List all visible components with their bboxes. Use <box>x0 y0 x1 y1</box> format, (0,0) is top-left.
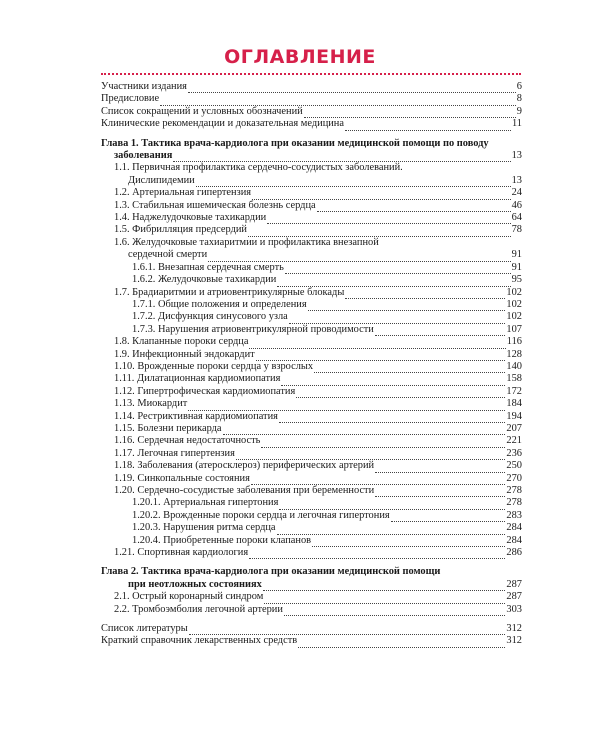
toc-entry-page: 278 <box>506 485 522 496</box>
toc-entry-title: 1.6. Желудочковые тахиаритмии и профилактика внезапной <box>114 236 379 248</box>
toc-entry-page: 107 <box>506 323 522 335</box>
toc-entry[interactable] <box>101 287 522 299</box>
title-dotted-rule <box>101 73 521 75</box>
leader-dots <box>375 463 505 473</box>
toc-entry-title: 1.2. Артериальная гипертензия <box>114 187 252 199</box>
toc-entry[interactable] <box>101 398 522 410</box>
chapter-2-items <box>101 591 522 616</box>
toc-entry-page: 9 <box>516 105 522 117</box>
toc-entry-page: 278 <box>506 497 522 509</box>
front-matter <box>101 81 522 131</box>
toc-entry[interactable] <box>101 535 522 547</box>
toc-entry-page: 287 <box>506 591 522 603</box>
toc-entry[interactable] <box>101 635 522 647</box>
leader-dots <box>285 264 511 274</box>
toc-entry-page: 102 <box>506 311 522 323</box>
toc-entry-page: 158 <box>506 373 522 385</box>
toc-entry-title: 1.15. Болезни перикарда <box>114 422 222 434</box>
toc-entry-page: 46 <box>511 199 522 211</box>
toc-entry-page: 91 <box>511 249 522 261</box>
toc-entry-page: 128 <box>506 348 522 360</box>
toc-entry[interactable] <box>101 604 522 616</box>
leader-dots <box>404 166 521 175</box>
toc-entry-title: 1.3. Стабильная ишемическая болезнь сердца <box>114 199 316 211</box>
toc-entry[interactable] <box>101 386 522 398</box>
toc-entry-page: 221 <box>506 435 522 447</box>
leader-dots <box>223 425 506 435</box>
toc-entry-page: 24 <box>511 187 522 199</box>
toc-entry-title: 1.17. Легочная гипертензия <box>114 447 235 459</box>
toc-entry[interactable] <box>101 106 522 118</box>
toc-entry[interactable] <box>101 591 522 603</box>
toc-entry-page: 6 <box>516 81 522 92</box>
toc-entry[interactable] <box>101 485 522 497</box>
toc-entry[interactable] <box>101 336 522 348</box>
toc-entry-title: 1.7.1. Общие положения и определения <box>132 298 307 310</box>
leader-dots <box>304 108 516 118</box>
toc-entry-title: 1.6.1. Внезапная сердечная смерть <box>132 261 284 273</box>
toc-entry[interactable] <box>101 299 522 311</box>
leader-dots <box>284 606 505 616</box>
toc-entry-page: 184 <box>506 398 522 410</box>
toc-entry[interactable] <box>101 224 522 236</box>
toc-entry-title: сердечной смерти <box>128 249 208 261</box>
toc-entry-title: 1.13. Миокардит <box>114 398 188 410</box>
leader-dots <box>267 214 510 224</box>
chapter-2-heading-cont[interactable]: при неотложных состояниях 287 <box>128 578 522 590</box>
toc-entry-page: 64 <box>511 212 522 224</box>
leader-dots <box>380 240 521 249</box>
leader-dots <box>345 289 505 299</box>
toc-entry-title: 1.7. Брадиаритмии и атриовентрикулярные блокады <box>114 286 345 298</box>
toc-entry-page: 303 <box>506 603 522 615</box>
leader-dots <box>189 625 506 635</box>
leader-dots <box>375 326 506 336</box>
leader-dots <box>248 227 511 237</box>
toc-entry-title: Список литературы <box>101 623 188 635</box>
toc-entry[interactable] <box>101 623 522 635</box>
toc-entry-page: 283 <box>506 509 522 521</box>
toc-entry-title: 1.11. Дилатационная кардиомиопатия <box>114 373 281 385</box>
toc-entry[interactable] <box>101 460 522 472</box>
toc-entry-title: 1.19. Синкопальные состояния <box>114 472 250 484</box>
toc-entry[interactable] <box>101 349 522 361</box>
chapter-2-heading[interactable]: Глава 2. Тактика врача-кардиолога при оказании медицинской помощи <box>101 566 441 578</box>
toc-entry-page: 194 <box>506 410 522 422</box>
page-title: ОГЛАВЛЕНИЕ <box>224 46 376 68</box>
leader-dots <box>298 638 505 648</box>
toc-entry-page: 284 <box>506 522 522 534</box>
leader-dots <box>296 388 505 398</box>
leader-dots <box>173 152 510 162</box>
toc-entry[interactable] <box>101 274 522 286</box>
toc-entry-title: 1.20. Сердечно-сосудистые заболевания при беременности <box>114 485 375 496</box>
toc-entry-page: 172 <box>506 385 522 397</box>
leader-dots <box>308 301 506 311</box>
toc-entry-title: 1.10. Врожденные пороки сердца у взрослых <box>114 360 314 372</box>
toc-entry-title: Участники издания <box>101 81 187 92</box>
leader-dots <box>236 450 506 460</box>
toc-entry-title: Список сокращений и условных обозначений <box>101 105 303 117</box>
toc-entry[interactable] <box>101 522 522 534</box>
toc-entry[interactable] <box>101 175 522 187</box>
leader-dots <box>289 314 506 324</box>
toc-entry[interactable] <box>101 324 522 336</box>
leader-dots <box>277 277 510 287</box>
leader-dots <box>345 121 511 131</box>
toc-entry-title: Клинические рекомендации и доказательная медицина <box>101 118 344 130</box>
leader-dots <box>263 581 506 591</box>
toc-entry[interactable] <box>101 212 522 224</box>
back-matter <box>101 623 522 648</box>
toc-entry[interactable] <box>101 200 522 212</box>
leader-dots <box>391 512 506 522</box>
toc-entry[interactable] <box>101 162 522 174</box>
toc-entry-title: 1.14. Рестриктивная кардиомиопатия <box>114 410 278 422</box>
toc-entry[interactable] <box>101 448 522 460</box>
leader-dots <box>317 202 511 212</box>
toc-entry-title: 1.9. Инфекционный эндокардит <box>114 348 255 360</box>
toc-entry-page: 312 <box>506 635 522 647</box>
toc-entry[interactable] <box>101 373 522 385</box>
toc-entry-title: Предисловие <box>101 93 160 105</box>
toc-entry-title: 1.18. Заболевания (атеросклероз) периферических артерий <box>114 460 375 472</box>
toc-entry-title: 1.7.2. Дисфункция синусового узла <box>132 311 288 323</box>
leader-dots <box>314 363 505 373</box>
leader-dots <box>249 549 505 559</box>
leader-dots <box>188 83 516 93</box>
toc-entry-page: 13 <box>511 174 522 186</box>
leader-dots <box>277 525 506 535</box>
toc-entry[interactable] <box>101 262 522 274</box>
toc-entry[interactable] <box>101 81 522 93</box>
leader-dots <box>252 190 511 200</box>
toc-entry-page: 284 <box>506 534 522 546</box>
chapter-1-heading-cont[interactable]: заболевания 13 <box>114 150 522 162</box>
toc-entry[interactable] <box>101 187 522 199</box>
leader-dots <box>279 413 505 423</box>
leader-dots <box>256 351 506 361</box>
toc-entry-title: 1.8. Клапанные пороки сердца <box>114 336 249 348</box>
leader-dots <box>196 177 511 187</box>
toc-entry-page: 91 <box>511 261 522 273</box>
toc-entry-title: 1.20.2. Врожденные пороки сердца и легочная гипертония <box>132 509 390 521</box>
toc-entry[interactable] <box>101 237 522 249</box>
toc-entry-title: 2.2. Тромбоэмболия легочной артерии <box>114 603 283 615</box>
toc-entry-page: 286 <box>506 547 522 559</box>
toc-entry-title: Дислипидемии <box>128 174 195 186</box>
toc-entry[interactable] <box>101 93 522 105</box>
toc-entry[interactable] <box>101 510 522 522</box>
toc-entry-page: 250 <box>506 460 522 472</box>
toc-entry-page: 8 <box>516 93 522 105</box>
leader-dots <box>312 537 505 547</box>
toc-entry-title: 1.1. Первичная профилактика сердечно-сосудистых заболеваний. <box>114 162 403 174</box>
leader-dots <box>160 96 516 106</box>
toc-entry-page: 102 <box>506 286 522 298</box>
chapter-1-heading[interactable]: Глава 1. Тактика врача-кардиолога при оказании медицинской помощи по поводу <box>101 137 489 149</box>
toc-entry-page: 270 <box>506 472 522 484</box>
leader-dots <box>251 475 506 485</box>
toc-entry-page: 236 <box>506 447 522 459</box>
toc-entry-title: 1.7.3. Нарушения атриовентрикулярной проводимости <box>132 323 374 335</box>
toc-entry[interactable] <box>101 497 522 509</box>
toc-entry[interactable] <box>101 361 522 373</box>
toc-entry-title: 1.16. Сердечная недостаточность <box>114 435 261 447</box>
toc-entry-title: 1.12. Гипертрофическая кардиомиопатия <box>114 385 296 397</box>
toc-entry[interactable] <box>101 118 522 130</box>
toc-entry-title: 1.20.4. Приобретенные пороки клапанов <box>132 534 312 546</box>
toc-entry-title: 1.20.3. Нарушения ритма сердца <box>132 522 276 534</box>
toc-entry[interactable] <box>101 547 522 559</box>
toc-entry-page: 95 <box>511 274 522 286</box>
toc-entry-title: 1.5. Фибрилляция предсердий <box>114 224 247 236</box>
toc-entry-title: 2.1. Острый коронарный синдром <box>114 591 264 603</box>
toc-entry-title: 1.21. Спортивная кардиология <box>114 547 249 559</box>
toc-entry-page: 140 <box>506 360 522 372</box>
toc-entry-page: 312 <box>506 623 522 635</box>
toc-entry[interactable] <box>101 249 522 261</box>
chapter-1-items <box>101 162 522 559</box>
leader-dots <box>249 339 505 349</box>
leader-dots <box>375 487 505 497</box>
toc-entry-title: Краткий справочник лекарственных средств <box>101 635 298 647</box>
toc-entry-page: 102 <box>506 298 522 310</box>
toc-entry[interactable] <box>101 473 522 485</box>
toc-entry[interactable] <box>101 435 522 447</box>
leader-dots <box>264 594 505 604</box>
leader-dots <box>279 500 505 510</box>
toc-entry-page: 78 <box>511 224 522 236</box>
toc-entry-title: 1.20.1. Артериальная гипертония <box>132 497 279 509</box>
leader-dots <box>281 376 505 386</box>
table-of-contents <box>101 81 522 648</box>
leader-dots <box>261 438 505 448</box>
leader-dots <box>188 401 505 411</box>
toc-entry-title: 1.4. Наджелудочковые тахикардии <box>114 212 267 224</box>
toc-entry[interactable] <box>101 423 522 435</box>
toc-entry[interactable] <box>101 411 522 423</box>
toc-entry-page: 11 <box>511 118 522 130</box>
toc-entry-page: 207 <box>506 422 522 434</box>
toc-entry-page: 116 <box>506 336 522 348</box>
leader-dots <box>208 252 510 262</box>
toc-entry[interactable] <box>101 311 522 323</box>
toc-entry-title: 1.6.2. Желудочковые тахикардии <box>132 274 277 286</box>
